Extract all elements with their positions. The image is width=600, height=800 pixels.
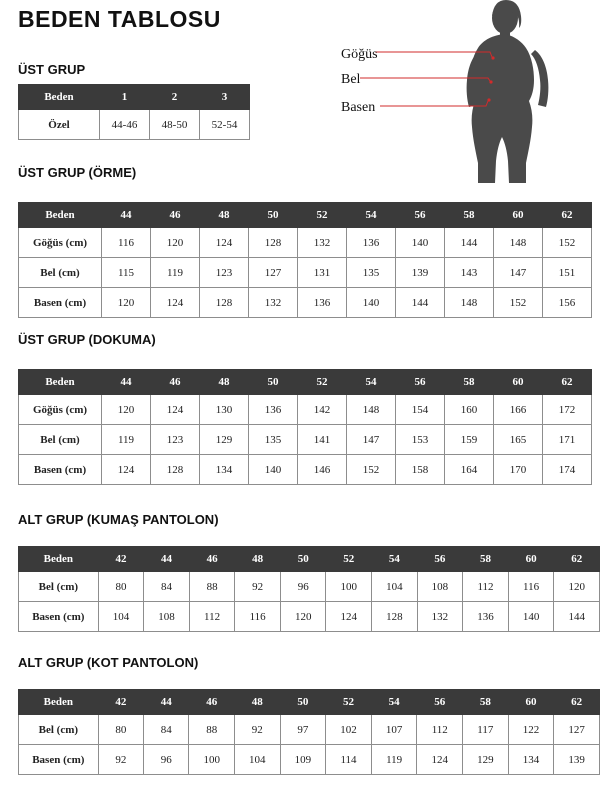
cell: 115 <box>102 258 151 288</box>
callout-gogus: Göğüs <box>341 47 378 62</box>
cell: 127 <box>554 715 600 745</box>
row-label: Göğüs (cm) <box>19 395 102 425</box>
table-row <box>19 288 592 318</box>
cell: 104 <box>235 745 281 775</box>
cell: 128 <box>200 288 249 318</box>
cell: 48-50 <box>150 110 200 140</box>
col-header: 50 <box>280 547 326 572</box>
cell: 114 <box>326 745 372 775</box>
cell: 140 <box>396 228 445 258</box>
table-row <box>19 228 592 258</box>
cell: 124 <box>102 455 151 485</box>
cell: 92 <box>235 572 281 602</box>
cell: 136 <box>463 602 509 632</box>
col-header: 60 <box>494 203 543 228</box>
cell: 80 <box>98 572 144 602</box>
cell: 107 <box>371 715 417 745</box>
col-header: 56 <box>396 203 445 228</box>
cell: 122 <box>508 715 554 745</box>
col-header: 56 <box>417 547 463 572</box>
col-header: 46 <box>151 370 200 395</box>
cell: 154 <box>396 395 445 425</box>
section-title-ust-grup: ÜST GRUP <box>18 62 86 77</box>
row-label: Bel (cm) <box>19 258 102 288</box>
col-header: 42 <box>98 690 143 715</box>
table-header-row <box>19 203 592 228</box>
row-label: Bel (cm) <box>19 572 99 602</box>
cell: 136 <box>347 228 396 258</box>
table-ust-grup-orme <box>18 202 592 318</box>
col-header: 62 <box>554 547 600 572</box>
col-header: 44 <box>144 547 190 572</box>
cell: 144 <box>554 602 600 632</box>
col-header: 60 <box>508 547 554 572</box>
col-header: 62 <box>543 203 592 228</box>
col-header: Beden <box>19 370 102 395</box>
table-row <box>19 110 250 140</box>
table-row <box>19 258 592 288</box>
cell: 119 <box>371 745 417 775</box>
section-title-ust-grup-orme: ÜST GRUP (ÖRME) <box>18 165 137 180</box>
cell: 129 <box>463 745 509 775</box>
cell: 170 <box>494 455 543 485</box>
cell: 144 <box>445 228 494 258</box>
table-row <box>19 395 592 425</box>
col-header: 48 <box>235 547 281 572</box>
col-header: 46 <box>189 547 235 572</box>
cell: 156 <box>543 288 592 318</box>
cell: 152 <box>543 228 592 258</box>
cell: 116 <box>102 228 151 258</box>
table-alt-grup-kot <box>18 689 600 775</box>
col-header: 52 <box>298 370 347 395</box>
cell: 144 <box>396 288 445 318</box>
table-row <box>19 425 592 455</box>
col-header: 60 <box>494 370 543 395</box>
section-title-alt-grup-kot: ALT GRUP (KOT PANTOLON) <box>18 655 199 670</box>
cell: 127 <box>249 258 298 288</box>
cell: 128 <box>249 228 298 258</box>
female-silhouette-icon <box>330 0 595 185</box>
col-header: 56 <box>396 370 445 395</box>
cell: 100 <box>189 745 235 775</box>
col-header: 46 <box>189 690 235 715</box>
col-header: 48 <box>200 203 249 228</box>
cell: 139 <box>396 258 445 288</box>
table-header-row <box>19 547 600 572</box>
row-label: Basen (cm) <box>19 745 99 775</box>
cell: 123 <box>151 425 200 455</box>
col-header: 54 <box>347 203 396 228</box>
cell: 123 <box>200 258 249 288</box>
cell: 100 <box>326 572 372 602</box>
row-label: Bel (cm) <box>19 425 102 455</box>
cell: 166 <box>494 395 543 425</box>
col-header: 48 <box>235 690 281 715</box>
cell: 171 <box>543 425 592 455</box>
col-header: Beden <box>19 85 100 110</box>
col-header: 54 <box>371 690 417 715</box>
table-ust-grup <box>18 84 250 140</box>
cell: 129 <box>200 425 249 455</box>
cell: 80 <box>98 715 143 745</box>
cell: 148 <box>445 288 494 318</box>
section-title-ust-grup-dokuma: ÜST GRUP (DOKUMA) <box>18 332 156 347</box>
cell: 134 <box>508 745 554 775</box>
col-header: 58 <box>463 690 509 715</box>
cell: 148 <box>347 395 396 425</box>
col-header: 54 <box>372 547 418 572</box>
cell: 174 <box>543 455 592 485</box>
cell: 96 <box>144 745 189 775</box>
cell: 151 <box>543 258 592 288</box>
cell: 124 <box>151 395 200 425</box>
cell: 119 <box>102 425 151 455</box>
cell: 120 <box>151 228 200 258</box>
cell: 96 <box>280 572 326 602</box>
row-label: Bel (cm) <box>19 715 99 745</box>
col-header: 62 <box>554 690 600 715</box>
cell: 102 <box>326 715 372 745</box>
cell: 124 <box>200 228 249 258</box>
table-row <box>19 745 600 775</box>
cell: 164 <box>445 455 494 485</box>
cell: 134 <box>200 455 249 485</box>
row-label: Basen (cm) <box>19 602 99 632</box>
col-header: 58 <box>445 203 494 228</box>
cell: 92 <box>235 715 281 745</box>
cell: 136 <box>249 395 298 425</box>
cell: 172 <box>543 395 592 425</box>
col-header: 44 <box>102 370 151 395</box>
cell: 139 <box>554 745 600 775</box>
cell: 132 <box>249 288 298 318</box>
col-header: Beden <box>19 690 99 715</box>
cell: 140 <box>347 288 396 318</box>
row-label: Göğüs (cm) <box>19 228 102 258</box>
table-ust-grup-dokuma <box>18 369 592 485</box>
col-header: Beden <box>19 203 102 228</box>
table-header-row <box>19 370 592 395</box>
cell: 124 <box>151 288 200 318</box>
cell: 132 <box>417 602 463 632</box>
cell: 104 <box>372 572 418 602</box>
cell: 109 <box>280 745 326 775</box>
cell: 116 <box>508 572 554 602</box>
cell: 152 <box>347 455 396 485</box>
col-header: 62 <box>543 370 592 395</box>
cell: 120 <box>554 572 600 602</box>
cell: 147 <box>347 425 396 455</box>
cell: 140 <box>249 455 298 485</box>
table-alt-grup-kumas <box>18 546 600 632</box>
cell: 128 <box>151 455 200 485</box>
cell: 135 <box>249 425 298 455</box>
cell: 97 <box>280 715 326 745</box>
cell: 120 <box>280 602 326 632</box>
cell: 152 <box>494 288 543 318</box>
body-illustration <box>330 0 595 185</box>
section-title-alt-grup-kumas: ALT GRUP (KUMAŞ PANTOLON) <box>18 512 219 527</box>
cell: 88 <box>189 715 235 745</box>
col-header: 2 <box>150 85 200 110</box>
cell: 92 <box>98 745 143 775</box>
cell: 160 <box>445 395 494 425</box>
row-label: Basen (cm) <box>19 455 102 485</box>
cell: 146 <box>298 455 347 485</box>
col-header: 44 <box>102 203 151 228</box>
col-header: 54 <box>347 370 396 395</box>
cell: 153 <box>396 425 445 455</box>
cell: 143 <box>445 258 494 288</box>
cell: 112 <box>463 572 509 602</box>
row-label: Özel <box>19 110 100 140</box>
col-header: 44 <box>144 690 189 715</box>
cell: 112 <box>189 602 235 632</box>
cell: 120 <box>102 395 151 425</box>
cell: 132 <box>298 228 347 258</box>
col-header: 52 <box>326 547 372 572</box>
cell: 108 <box>417 572 463 602</box>
cell: 124 <box>326 602 372 632</box>
table-row <box>19 455 592 485</box>
callout-basen: Basen <box>341 100 376 115</box>
cell: 136 <box>298 288 347 318</box>
col-header: 52 <box>326 690 372 715</box>
col-header: 52 <box>298 203 347 228</box>
table-row <box>19 602 600 632</box>
cell: 130 <box>200 395 249 425</box>
cell: 159 <box>445 425 494 455</box>
callout-bel: Bel <box>341 72 361 87</box>
cell: 88 <box>189 572 235 602</box>
col-header: 60 <box>508 690 554 715</box>
cell: 52-54 <box>200 110 250 140</box>
row-label: Basen (cm) <box>19 288 102 318</box>
col-header: 50 <box>249 370 298 395</box>
cell: 141 <box>298 425 347 455</box>
col-header: 48 <box>200 370 249 395</box>
cell: 158 <box>396 455 445 485</box>
cell: 140 <box>508 602 554 632</box>
cell: 120 <box>102 288 151 318</box>
cell: 84 <box>144 572 190 602</box>
col-header: 56 <box>417 690 463 715</box>
cell: 148 <box>494 228 543 258</box>
col-header: 42 <box>98 547 144 572</box>
table-row <box>19 572 600 602</box>
cell: 147 <box>494 258 543 288</box>
col-header: 50 <box>280 690 326 715</box>
col-header: 1 <box>100 85 150 110</box>
col-header: 3 <box>200 85 250 110</box>
col-header: 46 <box>151 203 200 228</box>
col-header: 50 <box>249 203 298 228</box>
cell: 128 <box>372 602 418 632</box>
cell: 124 <box>417 745 463 775</box>
col-header: 58 <box>445 370 494 395</box>
cell: 131 <box>298 258 347 288</box>
cell: 108 <box>144 602 190 632</box>
cell: 117 <box>463 715 509 745</box>
cell: 116 <box>235 602 281 632</box>
cell: 44-46 <box>100 110 150 140</box>
cell: 119 <box>151 258 200 288</box>
cell: 142 <box>298 395 347 425</box>
cell: 104 <box>98 602 144 632</box>
table-header-row <box>19 690 600 715</box>
col-header: 58 <box>463 547 509 572</box>
table-header-row <box>19 85 250 110</box>
cell: 135 <box>347 258 396 288</box>
cell: 112 <box>417 715 463 745</box>
col-header: Beden <box>19 547 99 572</box>
page-title: BEDEN TABLOSU <box>18 6 221 32</box>
cell: 165 <box>494 425 543 455</box>
table-row <box>19 715 600 745</box>
cell: 84 <box>144 715 189 745</box>
